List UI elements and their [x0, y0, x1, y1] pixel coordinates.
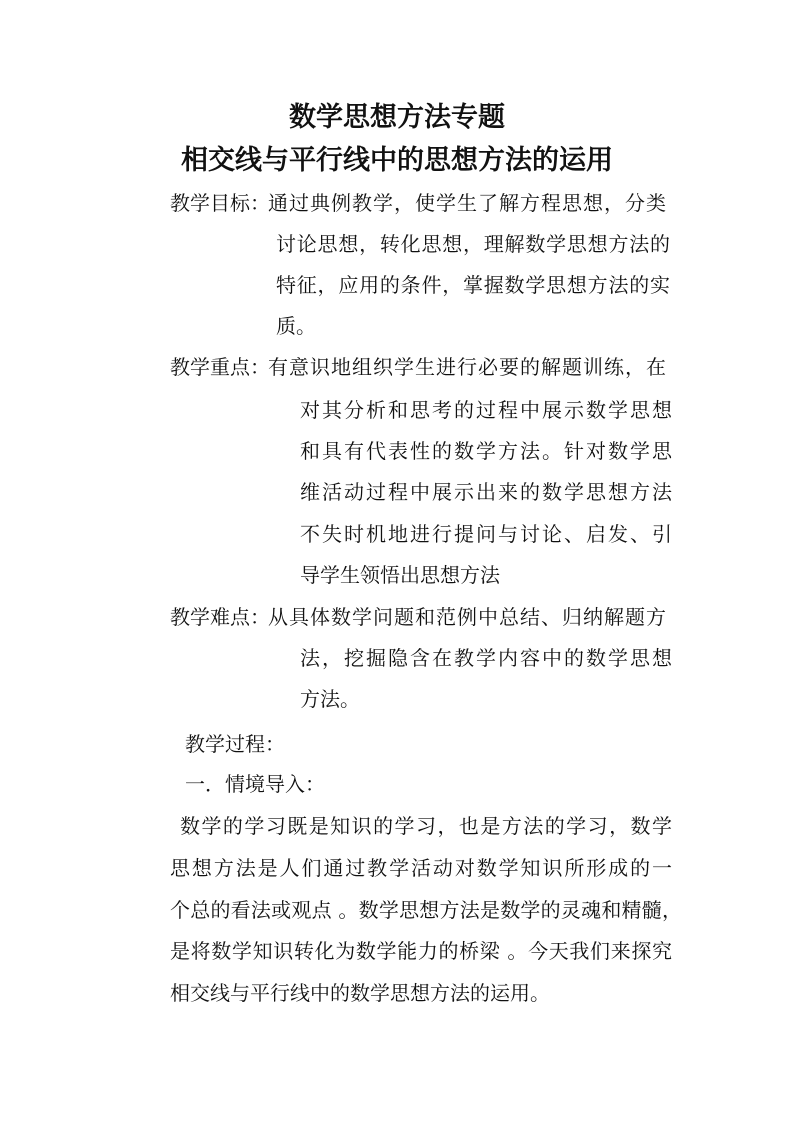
key-points-line: 和具有代表性的数学方法。针对数学思	[300, 439, 672, 463]
objectives-line: 质。	[276, 314, 316, 338]
difficulties-label: 教学难点：	[170, 605, 270, 629]
key-points-label: 教学重点：	[170, 355, 270, 379]
intro-paragraph-line: 思想方法是人们通过教学活动对数学知识所形成的一	[170, 856, 672, 880]
intro-paragraph-line: 是将数学知识转化为数学能力的桥梁 。今天我们来探究	[170, 939, 672, 963]
document-subtitle: 相交线与平行线中的思想方法的运用	[181, 145, 613, 176]
process-heading: 教学过程：	[185, 732, 285, 756]
key-points-line: 不失时机地进行提问与讨论、启发、引	[300, 522, 672, 546]
objectives-label: 教学目标：	[170, 191, 270, 215]
intro-paragraph-line: 个总的看法或观点 。数学思想方法是数学的灵魂和精髓，	[170, 898, 682, 922]
document-title: 数学思想方法专题	[289, 102, 505, 133]
difficulties-line: 从具体数学问题和范例中总结、归纳解题方	[268, 605, 666, 629]
objectives-line: 讨论思想，转化思想，理解数学思想方法的	[276, 232, 670, 256]
difficulties-line: 法，挖掘隐含在教学内容中的数学思想	[300, 646, 672, 670]
section-one-heading: 一．情境导入：	[185, 772, 325, 796]
key-points-line: 对其分析和思考的过程中展示数学思想	[300, 398, 672, 422]
intro-paragraph-line: 相交线与平行线中的数学思想方法的运用。	[170, 981, 550, 1005]
key-points-line: 导学生领悟出思想方法	[300, 563, 500, 587]
intro-paragraph-line: 数学的学习既是知识的学习，也是方法的学习，数学	[180, 814, 672, 838]
objectives-line: 通过典例教学，使学生了解方程思想，分类	[268, 191, 666, 215]
key-points-line: 有意识地组织学生进行必要的解题训练，在	[268, 355, 666, 379]
difficulties-line: 方法。	[300, 687, 360, 711]
objectives-line: 特征，应用的条件，掌握数学思想方法的实	[276, 273, 670, 297]
key-points-line: 维活动过程中展示出来的数学思想方法	[300, 480, 672, 504]
